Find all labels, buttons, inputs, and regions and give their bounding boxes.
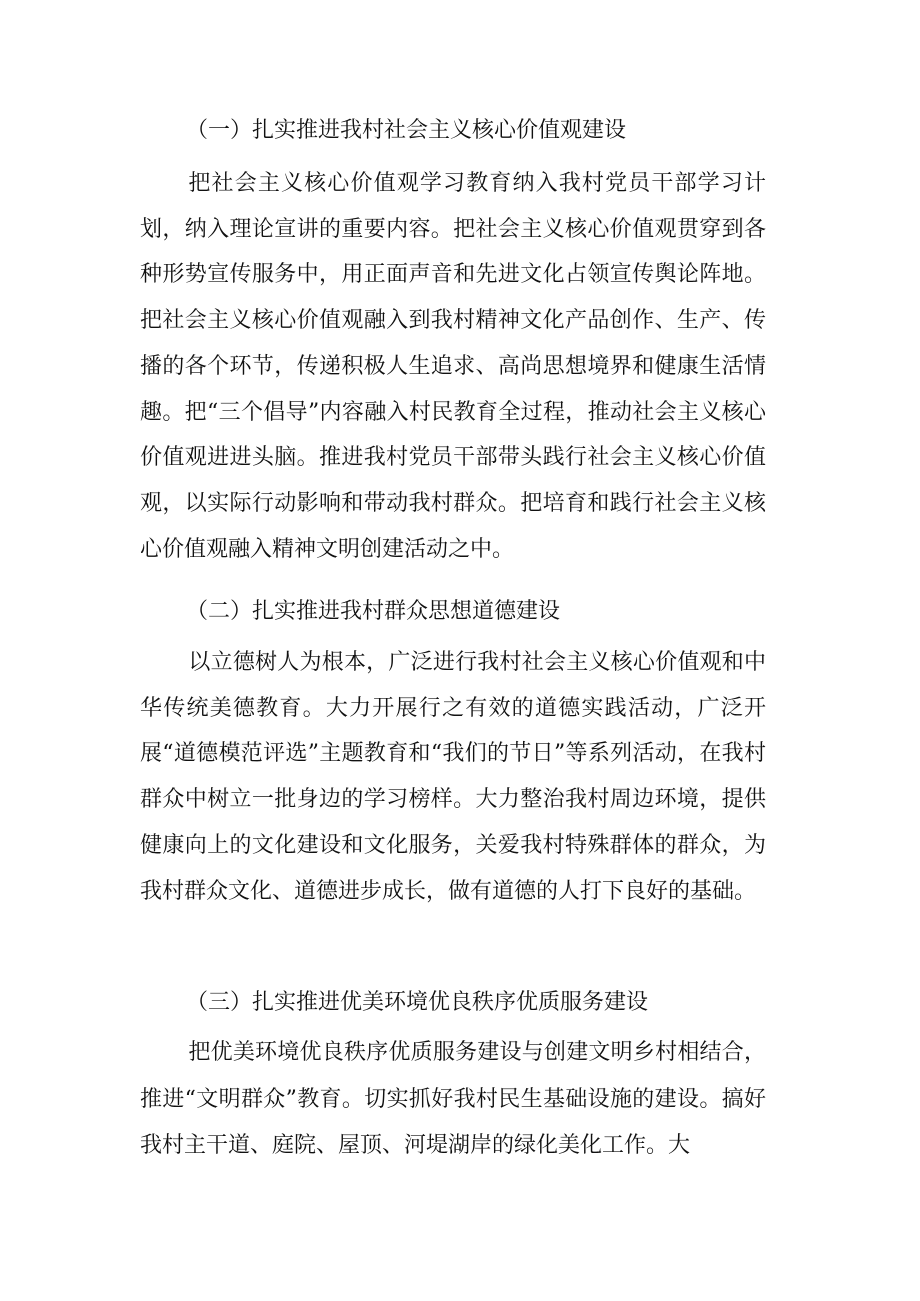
section-heading-3: （三）扎实推进优美环境优良秩序优质服务建设 — [186, 990, 649, 1015]
section-heading-1: （一）扎实推进我村社会主义核心价值观建设 — [186, 118, 627, 143]
section-heading-2: （二）扎实推进我村群众思想道德建设 — [186, 599, 561, 624]
section-paragraph-3: 把优美环境优良秩序优质服务建设与创建文明乡村相结合，推进“文明群众”教育。切实抓好我村民生基础设施的建设。搞好我村主干道、庭院、屋顶、河堤湖岸的绿化美化工作。大 — [140, 1040, 766, 1158]
section-paragraph-1: 把社会主义核心价值观学习教育纳入我村党员干部学习计划，纳入理论宣讲的重要内容。把社会主义核心价值观贯穿到各种形势宣传服务中，用正面声音和先进文化占领宣传舆论阵地。把社会主义核心价值观融入到我村精神文化产品创作、生产、传播的各个环节，传递积极人生追求、高尚思想境界和健康生活情趣。把“三个倡导”内容融入村民教育全过程，推动社会主义核心价值观进进头脑。推进我村党员干部带头践行社会主义核心价值观，以实际行动影响和带动我村群众。把培育和践行社会主义核心价值观融入精神文明创建活动之中。 — [140, 171, 766, 562]
section-paragraph-2: 以立德树人为根本，广泛进行我村社会主义核心价值观和中华传统美德教育。大力开展行之有效的道德实践活动，广泛开展“道德模范评选”主题教育和“我们的节日”等系列活动，在我村群众中树立一批身边的学习榜样。大力整治我村周边环境，提供健康向上的文化建设和文化服务，关爱我村特殊群体的群众，为我村群众文化、道德进步成长，做有道德的人打下良好的基础。 — [140, 650, 766, 904]
